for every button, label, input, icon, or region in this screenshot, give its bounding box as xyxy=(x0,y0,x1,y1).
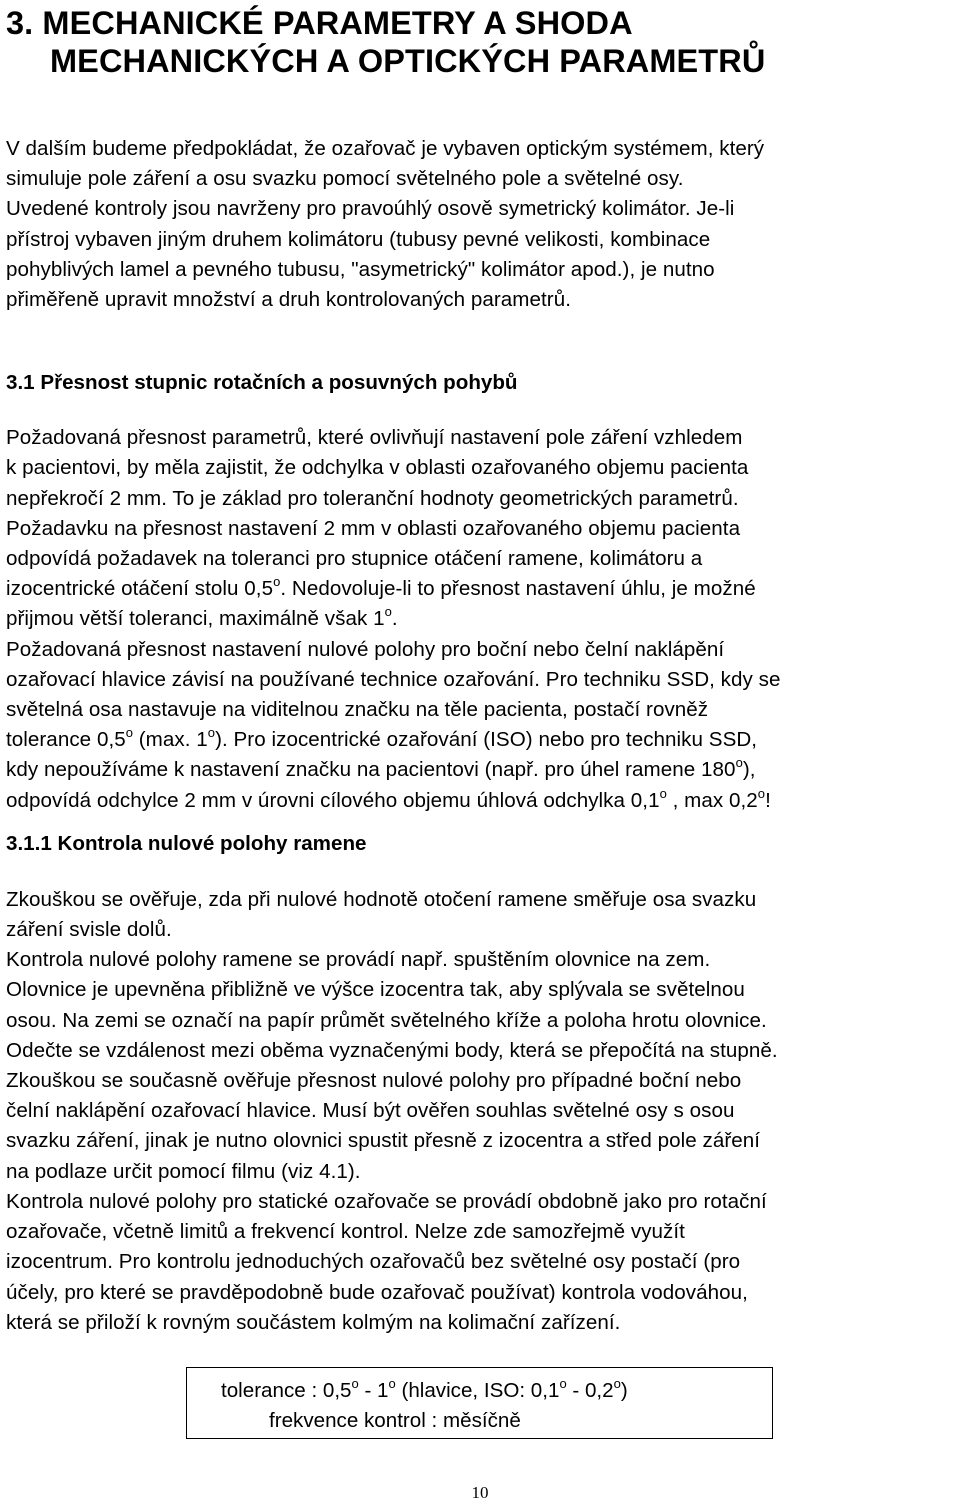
degree-sign: o xyxy=(559,1376,567,1391)
text-line: Olovnice je upevněna přibližně ve výšce izocentra tak, aby splývala se světelnou xyxy=(6,978,745,1002)
degree-sign: o xyxy=(384,604,392,620)
text-line: svazku záření, jinak je nutno olovnici spustit přesně z izocentra a střed pole záření xyxy=(6,1129,761,1153)
section-3-1-body xyxy=(6,423,956,816)
degree-sign: o xyxy=(273,574,281,590)
degree-sign: o xyxy=(388,1376,396,1391)
document-page xyxy=(6,0,956,1338)
text-line: Kontrola nulové polohy pro statické ozařovače se provádí obdobně jako pro rotační xyxy=(6,1189,767,1213)
text-line: ozařovací hlavice závisí na používané technice ozařování. Pro techniku SSD, kdy se xyxy=(6,667,781,691)
text-line: odpovídá požadavek na toleranci pro stupnice otáčení ramene, kolimátoru a xyxy=(6,547,703,571)
degree-sign: o xyxy=(351,1376,359,1391)
degree-sign: o xyxy=(735,755,743,771)
text-line: izocentrum. Pro kontrolu jednoduchých ozařovačů bez světelné osy postačí (pro xyxy=(6,1250,741,1274)
text-line: Uvedené kontroly jsou navrženy pro pravoúhlý osově symetrický kolimátor. Je-li xyxy=(6,197,735,221)
intro-paragraph xyxy=(6,134,956,315)
chapter-title xyxy=(6,4,956,80)
text-line: osou. Na zemi se označí na papír průmět světelného kříže a poloha hrotu olovnice. xyxy=(6,1008,767,1032)
degree-sign: o xyxy=(659,785,667,801)
text-line: záření svisle dolů. xyxy=(6,918,172,942)
text-line: kdy nepoužíváme k nastavení značku na pacientovi (např. pro úhel ramene 180$^o$), xyxy=(6,755,756,782)
section-3-1-1-body xyxy=(6,885,956,1338)
section-heading-3-1-1: 3.1.1 Kontrola nulové polohy ramene xyxy=(6,831,367,855)
text-line: účely, pro které se pravděpodobně bude ozařovač používat) kontrola vodováhou, xyxy=(6,1280,748,1304)
degree-sign: o xyxy=(207,725,216,741)
tolerance-box xyxy=(186,1367,773,1439)
text-line: nepřekročí 2 mm. To je základ pro toleranční hodnoty geometrických parametrů. xyxy=(6,486,739,510)
page-number: 10 xyxy=(471,1483,489,1502)
text-line: která se přiloží k rovným součástem kolmým na kolimační zařízení. xyxy=(6,1310,621,1334)
text-line: přijmou větší toleranci, maximálně však 1$^o$. xyxy=(6,604,398,631)
text-line: přiměřeně upravit množství a druh kontrolovaných parametrů. xyxy=(6,288,571,312)
text-line: přístroj vybaven jiným druhem kolimátoru (tubusy pevné velikosti, kombinace xyxy=(6,227,711,251)
text-line: Požadovaná přesnost parametrů, které ovlivňují nastavení pole záření vzhledem xyxy=(6,426,743,450)
text-line: V dalším budeme předpokládat, že ozařovač je vybaven optickým systémem, který xyxy=(6,137,765,160)
text-line: na podlaze určit pomocí filmu (viz 4.1). xyxy=(6,1159,361,1183)
text-line: světelná osa nastavuje na viditelnou značku na těle pacienta, postačí rovněž xyxy=(6,698,709,722)
degree-sign: o xyxy=(613,1376,621,1391)
text-line: izocentrické otáčení stolu 0,5$^o$. Nedovoluje-li to přesnost nastavení úhlu, je možné xyxy=(6,574,756,601)
text-line: k pacientovi, by měla zajistit, že odchylka v oblasti ozařovaného objemu pacienta xyxy=(6,456,749,480)
text-line: Požadavku na přesnost nastavení 2 mm v oblasti ozařovaného objemu pacienta xyxy=(6,516,741,540)
degree-sign: o xyxy=(757,785,766,801)
text-line: ozařovače, včetně limitů a frekvencí kontrol. Nelze zde samozřejmě využít xyxy=(6,1220,685,1244)
text-line: tolerance 0,5$^o$ (max. 1$^o$). Pro izocentrické ozařování (ISO) nebo pro techniku SSD, xyxy=(6,725,758,752)
text-line: čelní naklápění ozařovací hlavice. Musí být ověřen souhlas světelné osy s osou xyxy=(6,1099,735,1123)
tolerance-line: tolerance : 0,5$^o$ - 1$^o$ (hlavice, ISO: 0,1$^o$ - 0,2$^o$) xyxy=(221,1376,628,1402)
chapter-title-line-2: MECHANICKÝCH A OPTICKÝCH PARAMETRŮ xyxy=(50,43,766,79)
chapter-title-line-1: 3. MECHANICKÉ PARAMETRY A SHODA xyxy=(6,5,633,41)
text-line: pohyblivých lamel a pevného tubusu, "asymetrický" kolimátor apod.), je nutno xyxy=(6,257,715,281)
text-line: simuluje pole záření a osu svazku pomocí světelného pole a světelné osy. xyxy=(6,167,684,191)
text-line: Odečte se vzdálenost mezi oběma vyznačenými body, která se přepočítá na stupně. xyxy=(6,1038,778,1062)
text-line: Zkouškou se současně ověřuje přesnost nulové polohy pro případné boční nebo xyxy=(6,1069,742,1093)
degree-sign: o xyxy=(125,725,133,741)
text-line: odpovídá odchylce 2 mm v úrovni cílového objemu úhlová odchylka 0,1$^o$ , max 0,2$^o$! xyxy=(6,785,771,812)
frequency-line: frekvence kontrol : měsíčně xyxy=(269,1409,521,1432)
text-line: Kontrola nulové polohy ramene se provádí např. spuštěním olovnice na zem. xyxy=(6,948,711,972)
section-heading-3-1: 3.1 Přesnost stupnic rotačních a posuvných pohybů xyxy=(6,371,518,395)
text-line: Požadovaná přesnost nastavení nulové polohy pro boční nebo čelní naklápění xyxy=(6,637,725,661)
text-line: Zkouškou se ověřuje, zda při nulové hodnotě otočení ramene směřuje osa svazku xyxy=(6,887,757,911)
